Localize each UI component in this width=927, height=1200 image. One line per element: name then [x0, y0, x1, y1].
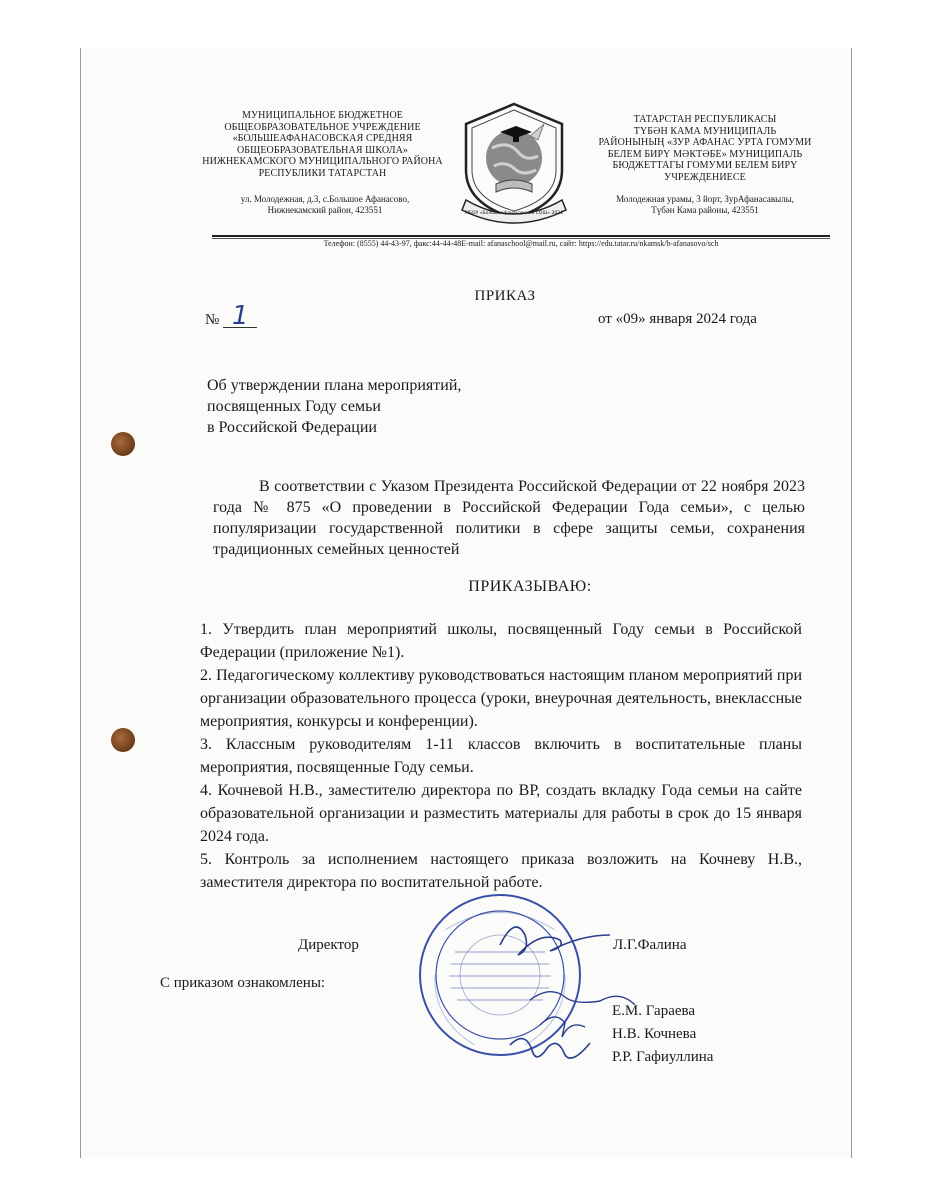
header-right-line: БЮДЖЕТТАГЫ ГОМУМИ БЕЛЕМ БИРҮ [612, 160, 798, 171]
order-item: 5. Контроль за исполнением настоящего приказа возложить на Кочневу Н.В., заместителя директора по воспитательной работе. [200, 851, 802, 891]
header-left-line: НИЖНЕКАМСКОГО МУНИЦИПАЛЬНОГО РАЙОНА [202, 156, 443, 167]
header-right-line: БЕЛЕМ БИРҮ МӘКТӘБЕ» МУНИЦИПАЛЬ [607, 148, 803, 160]
address-line: ул. Молодежная, д.3, с.Большое Афанасово, [240, 194, 410, 204]
ack-name: Р.Р. Гафиуллина [612, 1049, 714, 1065]
header-left-line: «БОЛЬШЕАФАНАСОВСКАЯ СРЕДНЯЯ [232, 133, 413, 144]
order-date: от «09» января 2024 года [598, 311, 757, 327]
header-left-address [200, 194, 450, 216]
order-heading: ПРИКАЗЫВАЮ: [468, 578, 592, 595]
header-left-line: РЕСПУБЛИКИ ТАТАРСТАН [258, 167, 387, 179]
address-line: Нижнекамский район, 423551 [267, 205, 383, 215]
order-subject [207, 375, 537, 438]
signer-role: Директор [298, 937, 359, 953]
header-left-line: ОБЩЕОБРАЗОВАТЕЛЬНАЯ ШКОЛА» [236, 144, 409, 156]
ack-name: Е.М. Гараева [612, 1003, 696, 1019]
handwritten-number: 1 [223, 305, 257, 328]
header-right-line: ТҮБӘН КАМА МУНИЦИПАЛЬ [633, 125, 777, 137]
punch-hole [111, 728, 135, 752]
punch-hole [111, 432, 135, 456]
preamble-paragraph [213, 476, 805, 560]
order-items-list [200, 618, 802, 894]
school-emblem-icon [458, 100, 570, 225]
header-left-block [190, 110, 455, 179]
acknowledgement-label: С приказом ознакомлены: [160, 975, 326, 991]
address-line: Молодежная урамы, 3 йорт, ЗурАфанасавылы, [616, 194, 794, 204]
acknowledgement-names [612, 1000, 713, 1069]
order-item: 1. Утвердить план мероприятий школы, посвященный Году семьи в Российской Федерации (приложение №1). [200, 621, 802, 661]
address-line: Түбән Кама районы, 423551 [651, 205, 759, 215]
subject-line: посвященных Году семьи [207, 398, 381, 415]
order-number [205, 301, 257, 331]
subject-line: Об утверждении плана мероприятий, [207, 377, 462, 394]
header-right-block [580, 114, 830, 183]
preamble-text: В соответствии с Указом Президента Российской Федерации от 22 ноября 2023 года № 875 «О проведении в Российской Федерации Года семьи», с целью популяризации государственной политики в сфере защиты семьи, сохранения традиционных семейных ценностей [213, 478, 805, 558]
header-left-line: ОБЩЕОБРАЗОВАТЕЛЬНОЕ УЧРЕЖДЕНИЕ [224, 121, 421, 133]
subject-line: в Российской Федерации [207, 419, 377, 436]
order-item: 3. Классным руководителям 1-11 классов включить в воспитательные планы мероприятия, посвященные Году семьи. [200, 736, 802, 776]
ack-name: Н.В. Кочнева [612, 1026, 697, 1042]
header-right-line: УЧРЕЖДЕНИЕСЕ [664, 171, 746, 183]
order-item: 2. Педагогическому коллективу руководствоваться настоящим планом мероприятий при организации образовательного процесса (уроки, внеурочная деятельность, внеклассные мероприятия, конкурсы и конференции). [200, 667, 802, 730]
document-title: ПРИКАЗ [474, 288, 536, 304]
emblem-ribbon-text: МБОУ «Большеафанасовская СОШ» 2024 [465, 211, 563, 216]
number-sign: № [205, 312, 220, 328]
header-right-address [590, 194, 820, 216]
contact-line: Телефон: (8555) 44-43-97, факс:44-44-48E-mail: afanaschool@mail.ru, сайт: https://edu.tatar.ru/nkamsk/b-afanasovo/sch [323, 239, 719, 248]
header-right-line: РАЙОНЫНЫҢ «ЗУР АФАНАС УРТА ГОМУМИ [598, 137, 812, 148]
header-left-line: МУНИЦИПАЛЬНОЕ БЮДЖЕТНОЕ [242, 110, 403, 121]
signer-name: Л.Г.Фалина [613, 937, 687, 953]
order-item: 4. Кочневой Н.В., заместителю директора по ВР, создать вкладку Года семьи на сайте образовательной организации и разместить материалы для работы в срок до 15 января 2024 года. [200, 782, 802, 845]
header-divider [212, 235, 830, 237]
header-right-line: ТАТАРСТАН РЕСПУБЛИКАСЫ [633, 114, 777, 125]
